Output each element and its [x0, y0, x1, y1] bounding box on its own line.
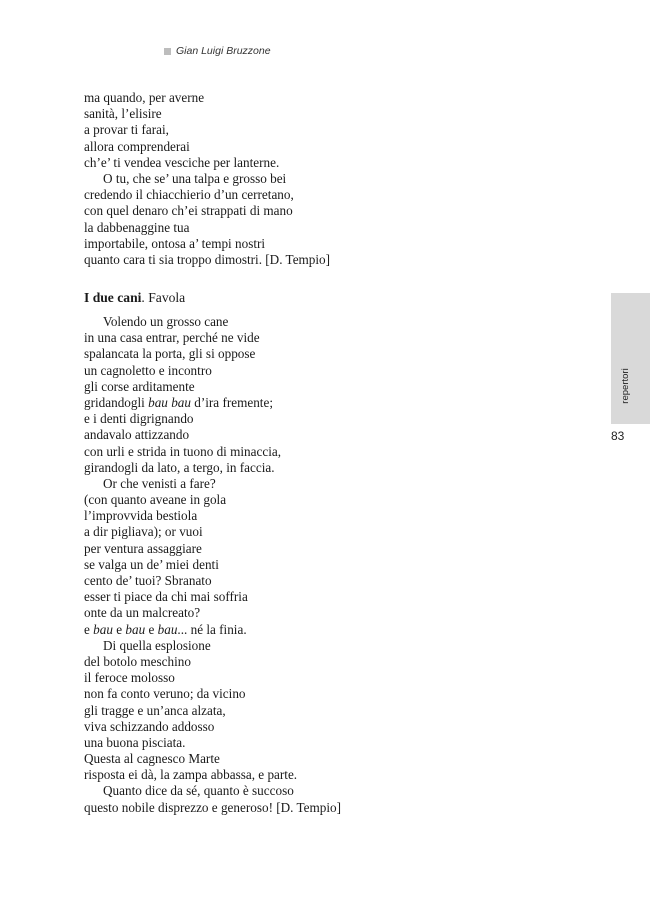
header-square-icon: [164, 48, 171, 55]
section-label: repertori: [620, 368, 631, 404]
verse-line: Volendo un grosso cane: [103, 314, 229, 329]
verse-line: a provar ti farai,: [84, 122, 169, 138]
verse-line: l’improvvida bestiola: [84, 508, 198, 524]
poem-2-subtitle: . Favola: [141, 290, 186, 305]
header-author: Gian Luigi Bruzzone: [176, 45, 271, 57]
verse-line: del botolo meschino: [84, 653, 191, 669]
verse-line: risposta ei dà, la zampa abbassa, e parte.: [84, 767, 298, 783]
verse-line: esser ti piace da chi mai soffria: [84, 589, 248, 605]
verse-line: e i denti digrignando: [84, 411, 194, 427]
poem-2-title-bold: I due cani: [84, 290, 142, 305]
verse-line: ch’e’ ti vendea vesciche per lanterne.: [84, 154, 280, 170]
verse-line: sanità, l’elisire: [84, 106, 162, 122]
verse-line: spalancata la porta, gli si oppose: [84, 346, 256, 362]
verse-line: (con quanto aveane in gola: [84, 492, 227, 508]
verse-line: un cagnoletto e incontro: [84, 362, 212, 378]
verse-line: con quel denaro ch’ei strappati di mano: [84, 203, 293, 219]
verse-line: in una casa entrar, perché ne vide: [84, 330, 260, 346]
verse-line: e bau e bau e bau... né la finia.: [84, 621, 247, 637]
verse-line: onte da un malcreato?: [84, 605, 201, 621]
verse-line: se valga un de’ miei denti: [84, 556, 219, 572]
verse-line: importabile, ontosa a’ tempi nostri: [84, 235, 266, 251]
verse-line: cento de’ tuoi? Sbranato: [84, 573, 212, 588]
verse-line: viva schizzando addosso: [84, 718, 215, 734]
verse-line: allora comprenderai: [84, 138, 190, 154]
verse-line: gridandogli bau bau d’ira fremente;: [84, 394, 273, 410]
page-number: 83: [611, 429, 625, 443]
poem-2-title: [84, 289, 185, 307]
running-header: [164, 45, 271, 57]
poem-2-text: [84, 314, 564, 816]
verse-line: Questa al cagnesco Marte: [84, 751, 220, 767]
verse-line: O tu, che se’ una talpa e grosso bei: [103, 170, 287, 186]
verse-line: gli tragge e un’anca alzata,: [84, 702, 226, 718]
verse-line: gli corse arditamente: [84, 378, 195, 394]
verse-line: Di quella esplosione: [103, 637, 211, 653]
verse-line: per ventura assaggiare: [84, 540, 202, 556]
verse-line: Quanto dice da sé, quanto è succoso: [103, 783, 294, 799]
verse-line: girandogli da lato, a tergo, in faccia.: [84, 459, 275, 475]
verse-line: andavalo attizzando: [84, 427, 190, 443]
verse-line: credendo il chiacchierio d’un cerretano,: [84, 187, 294, 203]
verse-line: questo nobile disprezzo e generoso! [D. Tempio]: [84, 799, 342, 815]
verse-line: la dabbenaggine tua: [84, 219, 190, 235]
verse-line: non fa conto veruno; da vicino: [84, 686, 246, 702]
verse-line: con urli e strida in tuono di minaccia,: [84, 443, 282, 459]
poem-1-text: [84, 90, 564, 268]
verse-line: Or che venisti a fare?: [103, 475, 216, 491]
verse-line: il feroce molosso: [84, 670, 175, 686]
verse-line: ma quando, per averne: [84, 90, 205, 105]
verse-line: una buona pisciata.: [84, 734, 186, 750]
verse-line: a dir pigliava); or vuoi: [84, 524, 203, 540]
verse-line: quanto cara ti sia troppo dimostri. [D. Tempio]: [84, 251, 331, 267]
